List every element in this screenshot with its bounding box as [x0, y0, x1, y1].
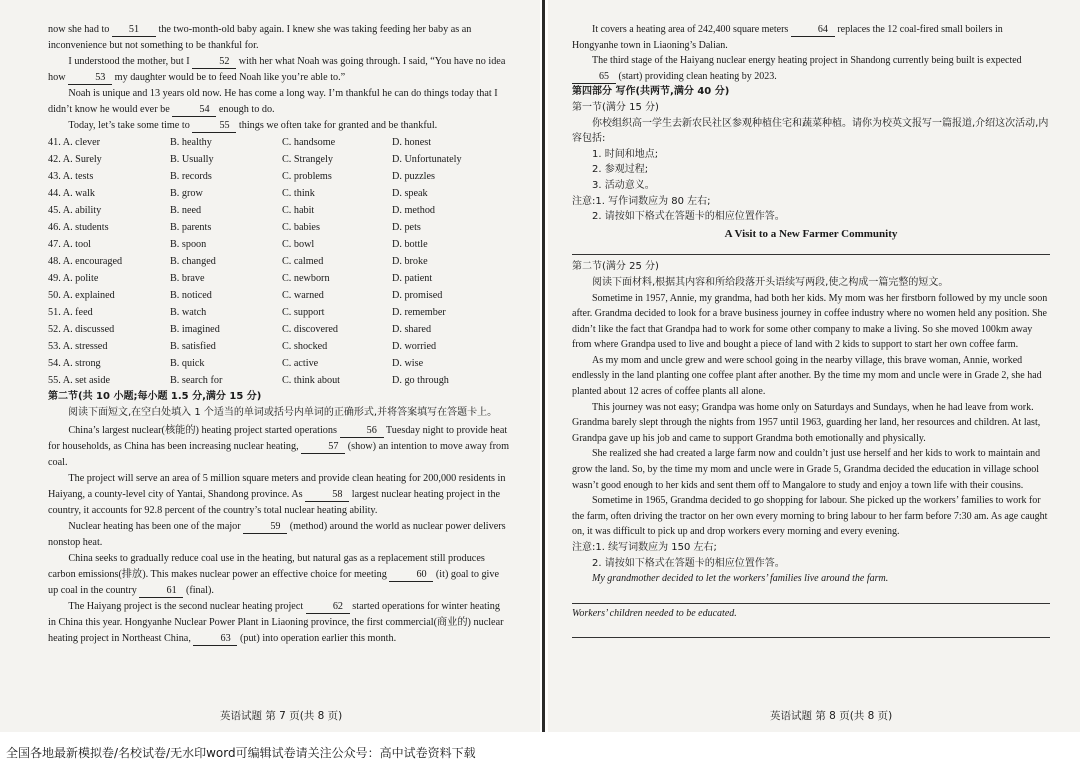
- choice-option: C. think about: [282, 375, 341, 386]
- choice-option: 48. A. encouraged: [48, 256, 123, 267]
- choice-option: B. spoon: [170, 239, 207, 250]
- choice-option: C. calmed: [282, 256, 324, 267]
- cloze-para-3: Noah is unique and 13 years old now. He has come a long way. I’m thankful he can do things today that I didn’t know he would ever be 54 enough to do.: [48, 88, 498, 115]
- choice-option: B. Usually: [170, 154, 214, 165]
- choice-option: D. remember: [392, 307, 446, 318]
- blank-58: 58: [305, 489, 349, 502]
- choice-option: B. healthy: [170, 137, 212, 148]
- choice-option: D. promised: [392, 290, 443, 301]
- section2-instructions: 阅读下面短文,在空白处填入 1 个适当的单词或括号内单词的正确形式,并将答案填写在答题卡上。: [68, 407, 498, 418]
- choices-grid: [48, 134, 510, 389]
- choice-option: D. pets: [392, 222, 421, 233]
- choice-option: B. grow: [170, 188, 203, 199]
- blank-60: 60: [389, 569, 433, 582]
- choice-option: 49. A. polite: [48, 273, 99, 284]
- choice-option: C. handsome: [282, 137, 336, 148]
- choice-option: D. Unfortunately: [392, 154, 462, 165]
- section1-note-2: 2. 请按如下格式在答题卡的相应位置作答。: [592, 211, 785, 223]
- answer-line: [572, 252, 1050, 255]
- continuation-prompt-2: Workers’ children needed to be educated.: [572, 607, 737, 619]
- section2-writing-instructions: 阅读下面材料,根据其内容和所给段落开头语续写两段,使之构成一篇完整的短文。: [592, 276, 949, 288]
- choice-option: C. habit: [282, 205, 315, 216]
- choice-option: D. method: [392, 205, 436, 216]
- choice-option: D. bottle: [392, 239, 428, 250]
- choice-option: C. active: [282, 358, 319, 369]
- section1-point-1: 1. 时间和地点;: [592, 148, 659, 160]
- blank-53: 53: [68, 72, 112, 85]
- blank-62: 62: [306, 601, 350, 614]
- choice-option: D. wise: [392, 358, 424, 369]
- page-footer-right: 英语试题 第 8 页(共 8 页): [770, 710, 893, 722]
- blank-51: 51: [112, 24, 156, 37]
- choice-option: B. records: [170, 171, 212, 182]
- choice-option: B. watch: [170, 307, 207, 318]
- page-footer-left: 英语试题 第 7 页(共 8 页): [220, 710, 343, 722]
- grammar-para-5: The Haiyang project is the second nuclear heating project 62 started operations for winter heating in China this year. Hongyanhe Nuclear Power Plant in Liaoning province, the first commercial(商业的) nuclear heating project in Northeast China, 63 (put) into operation earlier this month.: [48, 601, 504, 644]
- story-para-5: Sometime in 1965, Grandma decided to go shopping for labour. She picked up the workers’ families to work for the farm, often driving the tractor on her own every morning to bring labour to her farm before 7:30 am. As age caught on, it was difficult to pick up and drop workers every morning and every evening.: [572, 495, 1048, 538]
- choice-option: D. speak: [392, 188, 428, 199]
- watermark-banner: 全国各地最新模拟卷/名校试卷/无水印word可编辑试卷请关注公众号：高中试卷资料下载: [0, 742, 1080, 764]
- choice-option: 41. A. clever: [48, 137, 101, 148]
- cloze-para-1: now she had to 51 the two-month-old baby again. I knew she was taking feeding her baby as an inconvenience but not something to be thankful for.: [48, 24, 472, 51]
- section2-note-2: 2. 请按如下格式在答题卡的相应位置作答。: [592, 557, 785, 569]
- choice-option: D. go through: [392, 375, 449, 386]
- cloze-para-4: Today, let’s take some time to 55 things we often take for granted and be thankful.: [68, 120, 438, 131]
- grammar-para-7: The third stage of the Haiyang nuclear energy heating project in Shandong currently being built is expected 65 (start) providing clean heating by 2023.: [572, 53, 1050, 84]
- choice-option: C. babies: [282, 222, 320, 233]
- choice-option: C. think: [282, 188, 315, 199]
- choice-option: 42. A. Surely: [48, 154, 102, 165]
- story-para-4: She realized she had created a large farm now and couldn’t just use herself and her kids to work to maintain and grow the land. So, by the time my mom and uncle were in Grade 5, Grandma decided the education in village school wasn’t good enough to her kids and sent them off to Mangalore to study and enjoy a town life with their cousins.: [572, 448, 1041, 491]
- choice-option: 52. A. discussed: [48, 324, 115, 335]
- story-para-2: As my mom and uncle grew and were school going in the nearby village, this brave woman, Annie, worked endlessly in the land planting one coffee plant after another. By the time my mom and uncle were in Grade 2, she had planted about 12 acres of coffee plants all alone.: [572, 354, 1042, 398]
- blank-56: 56: [340, 425, 384, 438]
- section2-note-1: 注意:1. 续写词数应为 150 左右;: [572, 542, 717, 553]
- choice-option: B. satisfied: [170, 341, 216, 352]
- choice-option: B. parents: [170, 222, 212, 233]
- choice-option: 47. A. tool: [48, 239, 92, 250]
- blank-65: 65: [572, 71, 616, 84]
- grammar-para-2: The project will serve an area of 5 million square meters and provide clean heating for 200,000 residents in Haiyang, a county-level city of Yantai, Shandong province. As 58 largest nuclear heating project in the country, it accounts for 92.8 percent of the country’s total nuclear heating ability.: [48, 473, 506, 516]
- choice-option: 46. A. students: [48, 222, 109, 233]
- grammar-para-1: China’s largest nuclear(核能的) heating project started operations 56 Tuesday night to provide heat for households, as China has been increasing nuclear heating, 57 (show) an intention to move away from coal.: [48, 425, 510, 468]
- grammar-para-4: China seeks to gradually reduce coal use in the heating, but natural gas as a replacement still produces carbon emissions(排放). This makes nuclear power an effective choice for meeting 60 (it) goal to give up coal in the country 61 (final).: [48, 553, 499, 596]
- writing-title: A Visit to a New Farmer Community: [724, 227, 898, 240]
- part4-header: 第四部分 写作(共两节,满分 40 分): [572, 86, 730, 98]
- choice-option: B. noticed: [170, 290, 212, 301]
- cloze-para-2: I understood the mother, but I 52 with her what Noah was going through. I said, “You have no idea how 53 my daughter would be to feed Noah like you’re able to.”: [48, 56, 506, 83]
- choice-option: D. patient: [392, 273, 433, 284]
- section1-header: 第一节(满分 15 分): [572, 101, 659, 113]
- page-divider: [542, 0, 545, 732]
- blank-52: 52: [192, 56, 236, 69]
- story-para-3: This journey was not easy; Grandpa was home only on Saturdays and Sundays, when he had leave from work. Grandma barely slept through the nights from 1957 until 1963, guarding her land, her resources and children. At last, Grandpa gave up his job and came to support Grandma both emotionally and physically.: [572, 401, 1041, 444]
- right-page: [548, 0, 1080, 732]
- grammar-para-3: Nuclear heating has been one of the major 59 (method) around the world as nuclear power delivers nonstop heat.: [48, 521, 506, 548]
- choice-option: B. search for: [170, 375, 223, 386]
- choice-option: B. quick: [170, 358, 205, 369]
- choice-option: C. shocked: [282, 341, 328, 352]
- choice-option: D. broke: [392, 256, 428, 267]
- choice-option: 54. A. strong: [48, 358, 101, 369]
- choice-option: 51. A. feed: [48, 307, 93, 318]
- section1-point-2: 2. 参观过程;: [592, 164, 649, 176]
- choice-option: C. discovered: [282, 324, 339, 335]
- section1-instructions: 你校组织高一学生去新农民社区参观种植住宅和蔬菜种植。请你为校英文报写一篇报道,介绍这次活动,内容包括:: [572, 117, 1049, 145]
- blank-54: 54: [172, 104, 216, 117]
- continuation-prompt-1: My grandmother decided to let the workers’ families live around the farm.: [592, 573, 889, 585]
- choice-option: B. changed: [170, 256, 216, 267]
- choice-option: D. shared: [392, 324, 432, 335]
- blank-59: 59: [243, 521, 287, 534]
- choice-option: C. warned: [282, 290, 324, 301]
- choice-option: 43. A. tests: [48, 171, 94, 182]
- choice-option: C. support: [282, 307, 325, 318]
- choice-option: 45. A. ability: [48, 205, 102, 216]
- choice-option: 50. A. explained: [48, 290, 115, 301]
- choice-option: D. honest: [392, 137, 432, 148]
- blank-55: 55: [192, 120, 236, 133]
- section1-note-1: 注意:1. 写作词数应为 80 左右;: [572, 195, 711, 207]
- section2-writing-header: 第二节(满分 25 分): [572, 261, 659, 273]
- story-para-1: Sometime in 1957, Annie, my grandma, had both her kids. My mom was her firstborn followed by my uncle soon after. Grandma decided to look for a brave business journey in coffee industry where no women held any position. She didn’t like the fact that Grandpa had to work for some other company to make a living. So she moved 100km away from where Grandpa used to live and bought a piece of land with 2 kids to support to start her own coffee farm.: [572, 292, 1048, 351]
- choice-option: D. worried: [392, 341, 437, 352]
- grammar-para-6: It covers a heating area of 242,400 square meters 64 replaces the 12 coal-fired small boilers in Hongyanhe town in Liaoning’s Dalian.: [572, 24, 1003, 51]
- left-page: [0, 0, 540, 732]
- blank-57: 57: [301, 441, 345, 454]
- blank-64: 64: [791, 24, 835, 37]
- choice-option: 44. A. walk: [48, 188, 95, 199]
- choice-option: C. Strangely: [282, 154, 333, 165]
- choice-option: C. bowl: [282, 239, 315, 250]
- blank-61: 61: [139, 585, 183, 598]
- choice-option: C. problems: [282, 171, 332, 182]
- choice-option: 55. A. set aside: [48, 375, 110, 386]
- choice-option: B. need: [170, 205, 202, 216]
- choice-option: D. puzzles: [392, 171, 435, 182]
- section1-point-3: 3. 活动意义。: [592, 179, 655, 191]
- writing-line: [572, 623, 1050, 638]
- section2-header: 第二节(共 10 小题;每小题 1.5 分,满分 15 分): [48, 391, 262, 402]
- choice-option: C. newborn: [282, 273, 330, 284]
- choice-option: 53. A. stressed: [48, 341, 108, 352]
- choice-option: B. imagined: [170, 324, 220, 335]
- blank-63: 63: [193, 633, 237, 646]
- choice-option: B. brave: [170, 273, 205, 284]
- writing-line: [572, 589, 1050, 604]
